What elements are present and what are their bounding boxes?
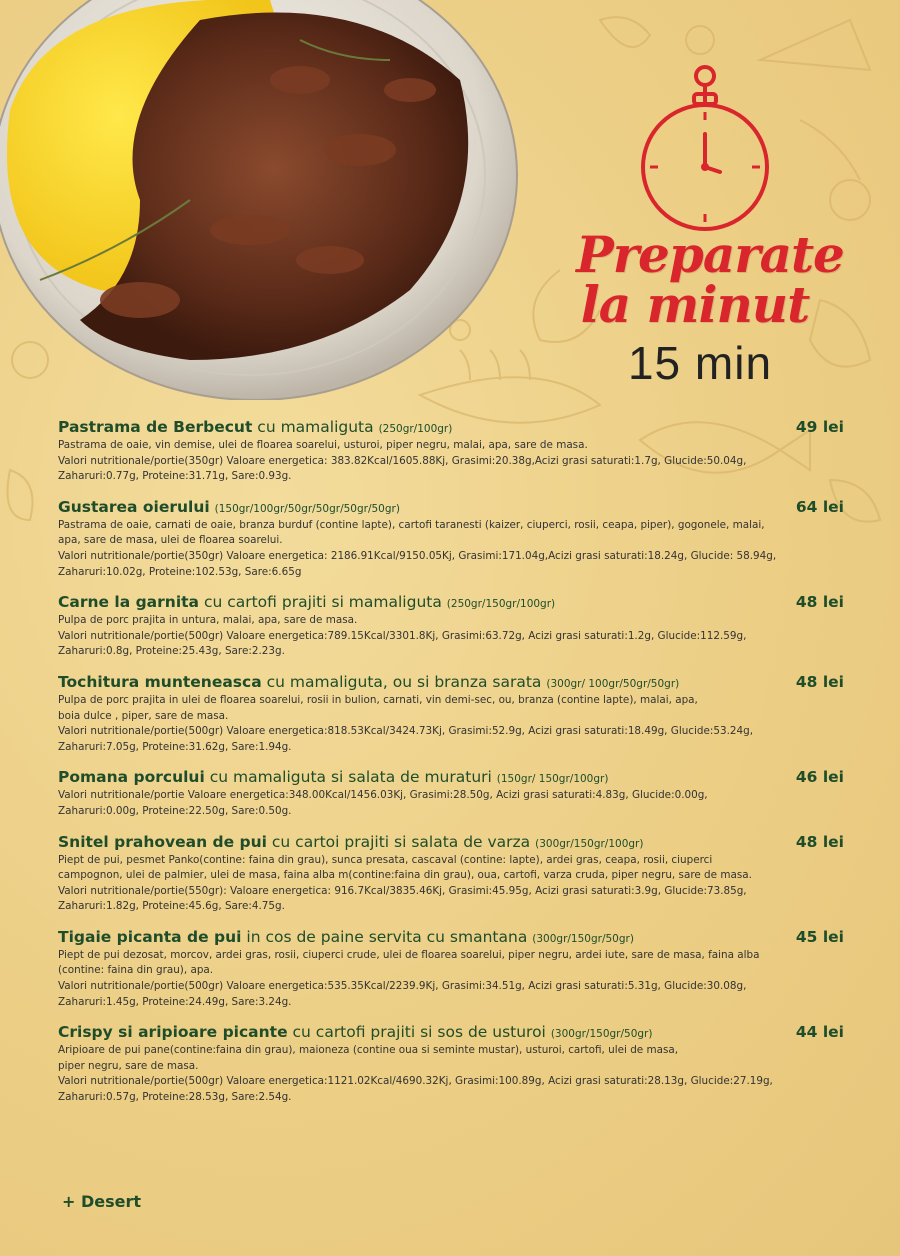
- item-grams: (250gr/100gr): [378, 423, 453, 435]
- item-grams: (300gr/150gr/50gr): [532, 932, 634, 945]
- item-price: 45 lei: [795, 927, 844, 946]
- item-name: Gustarea oierului: [58, 497, 210, 516]
- item-line: Aripioare de pui pane(contine:faina din grau), maioneza (contine oua si seminte mustar), usturoi, cartofi, ulei de masa,: [58, 1044, 679, 1057]
- item-name: Crispy si aripioare picante: [58, 1023, 288, 1042]
- menu-item: [58, 833, 844, 915]
- desert-link[interactable]: + Desert: [62, 1192, 142, 1211]
- item-desc: cu cartofi prajiti si sos de usturoi: [287, 1023, 546, 1042]
- item-price: 64 lei: [795, 497, 844, 516]
- item-price: 46 lei: [795, 768, 844, 787]
- item-grams: (150gr/ 150gr/100gr): [496, 773, 609, 786]
- item-line: piper negru, sare de masa.: [58, 1059, 199, 1072]
- item-line: campognon, ulei de palmier, ulei de masa, faina alba m(contine:faina din grau), oua, cartofi, varza cruda, piper negru, sare de masa.: [58, 869, 752, 882]
- item-grams: (300gr/150gr/100gr): [535, 837, 644, 850]
- item-line: Zaharuri:0.00g, Proteine:22.50g, Sare:0.50g.: [58, 804, 292, 817]
- item-line: Zaharuri:0.77g, Proteine:31.71g, Sare:0.93g.: [58, 470, 292, 483]
- item-line: Valori nutritionale/portie(350gr) Valoare energetica: 383.82Kcal/1605.88Kj, Grasimi:20.38g,Acizi grasi saturati:1.7g, Glucide:50.04g,: [58, 454, 747, 467]
- item-line: Pastrama de oaie, vin demise, ulei de floarea soarelui, usturoi, piper negru, malai, apa, sare de masa.: [58, 439, 588, 451]
- item-name: Tochitura munteneasca: [58, 672, 262, 691]
- menu-item: [58, 1023, 844, 1105]
- item-line: Zaharuri:10.02g, Proteine:102.53g, Sare:6.65g: [58, 565, 302, 578]
- item-desc: cu cartofi prajiti si mamaliguta: [199, 593, 442, 612]
- item-line: Pulpa de porc prajita in ulei de floarea soarelui, rosii in bulion, carnati, vin demi-sec, ou, branza (contine lapte), malai, apa,: [58, 693, 698, 706]
- menu-item: [58, 593, 844, 660]
- item-line: Valori nutritionale/portie(500gr) Valoare energetica:535.35Kcal/2239.9Kj, Grasimi:34.51g, Acizi grasi saturati:5.31g, Glucide:30.08g,: [58, 980, 747, 993]
- item-line: (contine: faina din grau), apa.: [58, 964, 214, 977]
- item-desc: cu mamaliguta: [252, 418, 374, 436]
- item-price: 49 lei: [795, 418, 844, 436]
- title-line-1: Preparate: [576, 225, 844, 284]
- item-grams: (150gr/100gr/50gr/50gr/50gr/50gr): [214, 502, 400, 515]
- menu-item: [58, 673, 844, 755]
- item-line: Zaharuri:7.05g, Proteine:31.62g, Sare:1.94g.: [58, 740, 292, 753]
- item-line: Valori nutritionale/portie(500gr) Valoare energetica:1121.02Kcal/4690.32Kj, Grasimi:100.89g, Acizi grasi saturati:28.13g, Glucide:27.19g,: [58, 1075, 773, 1088]
- item-price: 48 lei: [795, 832, 844, 851]
- item-grams: (300gr/ 100gr/50gr/50gr): [546, 677, 680, 690]
- item-line: Valori nutritionale/portie(350gr) Valoare energetica: 2186.91Kcal/9150.05Kj, Grasimi:171.04g,Acizi grasi saturati:18.24g, Glucide: 58.94g,: [58, 549, 777, 562]
- dish-photo: [0, 0, 520, 400]
- item-price: 44 lei: [795, 1023, 844, 1042]
- stopwatch-icon: [630, 62, 780, 232]
- item-name: Pomana porcului: [58, 768, 205, 787]
- item-desc: cu mamaliguta si salata de muraturi: [204, 768, 492, 787]
- menu-item: [58, 498, 844, 580]
- section-title: [540, 225, 870, 390]
- item-name: Snitel prahovean de pui: [58, 832, 267, 851]
- item-desc: cu mamaliguta, ou si branza sarata: [261, 672, 542, 691]
- item-line: Zaharuri:1.45g, Proteine:24.49g, Sare:3.24g.: [58, 995, 292, 1008]
- menu-item: [58, 418, 844, 485]
- item-line: Valori nutritionale/portie Valoare energetica:348.00Kcal/1456.03Kj, Grasimi:28.50g, Acizi grasi saturati:4.83g, Glucide:0.00g,: [58, 789, 708, 802]
- title-line-2: la minut: [580, 275, 810, 334]
- item-desc: cu cartoi prajiti si salata de varza: [266, 832, 531, 851]
- menu-list: [58, 418, 844, 1119]
- item-line: Pulpa de porc prajita in untura, malai, apa, sare de masa.: [58, 614, 358, 627]
- menu-item: [58, 928, 844, 1010]
- item-line: Zaharuri:1.82g, Proteine:45.6g, Sare:4.75g.: [58, 900, 285, 913]
- item-line: Zaharuri:0.8g, Proteine:25.43g, Sare:2.23g.: [58, 645, 285, 658]
- item-line: Zaharuri:0.57g, Proteine:28.53g, Sare:2.54g.: [58, 1091, 292, 1104]
- item-grams: (250gr/150gr/100gr): [446, 598, 556, 611]
- item-price: 48 lei: [795, 593, 844, 612]
- menu-item: [58, 768, 844, 819]
- item-desc: in cos de paine servita cu smantana: [241, 927, 528, 946]
- item-line: Valori nutritionale/portie(500gr) Valoare energetica:789.15Kcal/3301.8Kj, Grasimi:63.72g, Acizi grasi saturati:1.2g, Glucide:112.59g,: [58, 629, 747, 642]
- item-price: 48 lei: [795, 672, 844, 691]
- item-line: boia dulce , piper, sare de masa.: [58, 709, 229, 722]
- item-line: Pastrama de oaie, carnati de oaie, branza burduf (contine lapte), cartofi taranesti (kaizer, ciuperci, rosii, ceapa, piper), gogonele, malai,: [58, 518, 765, 531]
- item-name: Tigaie picanta de pui: [58, 927, 242, 946]
- prep-time: 15 min: [627, 337, 773, 389]
- item-name: Pastrama de Berbecut: [58, 418, 253, 436]
- item-name: Carne la garnita: [58, 593, 200, 612]
- item-line: Valori nutritionale/portie(550gr): Valoare energetica: 916.7Kcal/3835.46Kj, Grasimi:45.95g, Acizi grasi saturati:3.9g, Glucide:73.85g,: [58, 884, 747, 897]
- item-line: Piept de pui dezosat, morcov, ardei gras, rosii, ciuperci crude, ulei de floarea soarelui, piper negru, ardei iute, sare de masa, faina alba: [58, 948, 760, 961]
- item-line: apa, sare de masa, ulei de floarea soarelui.: [58, 534, 283, 547]
- item-line: Valori nutritionale/portie(500gr) Valoare energetica:818.53Kcal/3424.73Kj, Grasimi:52.9g, Acizi grasi saturati:18.49g, Glucide:53.24g,: [58, 725, 754, 738]
- item-grams: (300gr/150gr/50gr): [550, 1028, 653, 1041]
- item-line: Piept de pui, pesmet Panko(contine: faina din grau), sunca presata, cascaval (contine: lapte), ardei gras, ceapa, rosii, ciuperci: [58, 853, 713, 866]
